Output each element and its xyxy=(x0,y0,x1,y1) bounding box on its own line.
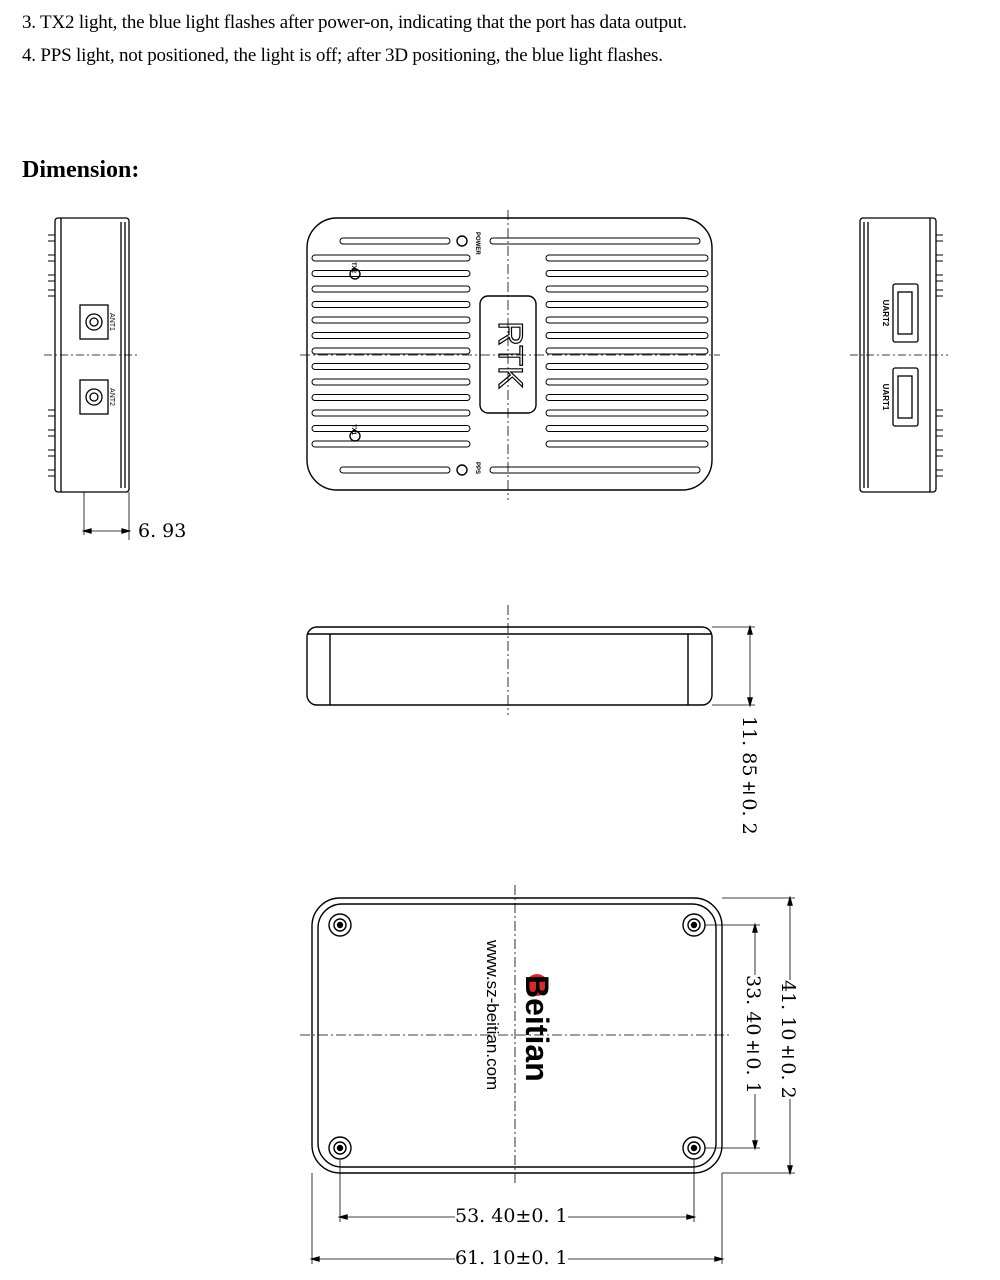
svg-text:UART2: UART2 xyxy=(881,299,890,327)
item-4-text: 4. PPS light, not positioned, the light is off; after 3D positioning, the blue light flashes. xyxy=(22,45,663,66)
left-view-dimension: 6. 93 xyxy=(138,520,187,542)
website-url: www.sz-beitian.com xyxy=(483,940,502,1091)
svg-text:TX1: TX1 xyxy=(350,424,356,436)
brand-name: Beitian xyxy=(519,975,555,1082)
dimension-53-40: 53. 40±0. 1 xyxy=(455,1205,568,1227)
dimension-heading: Dimension: xyxy=(22,157,140,183)
svg-text:POWER: POWER xyxy=(474,232,480,255)
dimension-33-40: 33. 40±0. 1 xyxy=(742,975,764,1094)
svg-text:RTK: RTK xyxy=(491,321,530,389)
svg-text:PPS: PPS xyxy=(474,462,480,475)
thickness-dimension: 11. 85±0. 2 xyxy=(738,716,760,835)
item-3-text: 3. TX2 light, the blue light flashes after power-on, indicating that the port has data output. xyxy=(22,12,687,33)
svg-text:UART1: UART1 xyxy=(881,383,890,411)
dimension-61-10: 61. 10±0. 1 xyxy=(455,1247,568,1269)
svg-text:ANT2: ANT2 xyxy=(108,388,115,406)
svg-text:ANT1: ANT1 xyxy=(108,313,115,331)
svg-text:TX2: TX2 xyxy=(350,262,356,274)
beitian-logo xyxy=(515,975,559,1115)
dimension-41-10: 41. 10±0. 2 xyxy=(777,980,799,1099)
